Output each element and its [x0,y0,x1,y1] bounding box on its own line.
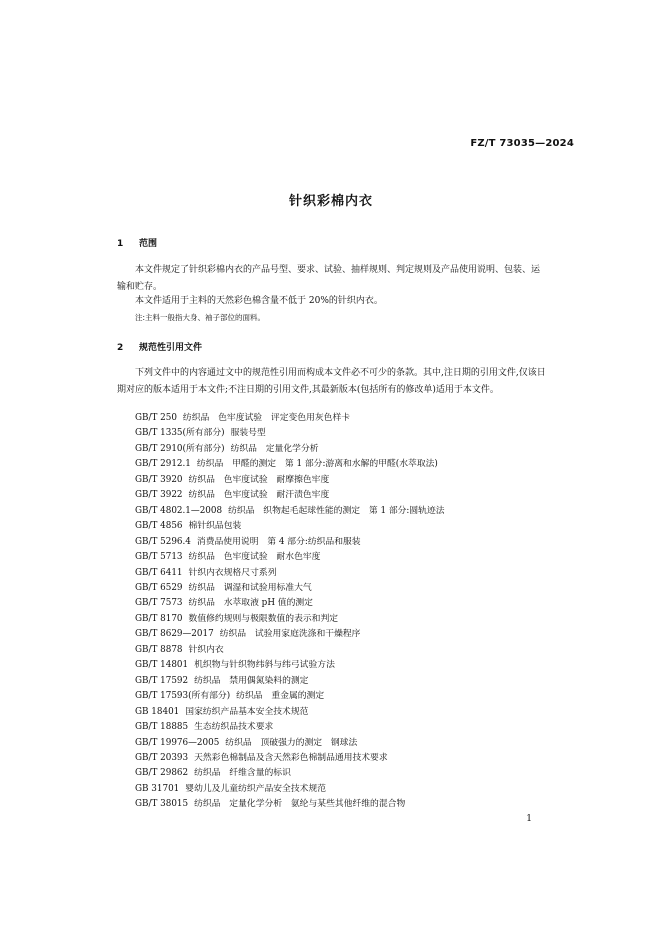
reference-item [135,658,445,673]
reference-title: 纺织品 顶破强力的测定 钢球法 [225,737,358,748]
reference-title: 纺织品 色牢度试验 评定变色用灰色样卡 [182,413,351,423]
reference-item [135,643,445,658]
reference-code: GB/T 4856 [135,521,183,532]
reference-title: 国家纺织产品基本安全技术规范 [185,706,309,717]
reference-code: GB/T 8629—2017 [135,629,214,640]
normative-references-list [135,411,445,813]
reference-title: 婴幼儿及儿童纺织产品安全技术规范 [185,783,327,794]
reference-title: 数值修约规则与极限数值的表示和判定 [188,613,339,624]
section-1-paragraph-2: 本文件适用于主料的天然彩色棉含量不低于 20%的针织内衣。 [135,296,383,306]
section-2-title: 规范性引用文件 [139,343,203,353]
reference-code: GB/T 3922 [135,490,183,501]
page-number: 1 [526,814,532,824]
reference-code: GB/T 2910(所有部分) [135,443,225,454]
reference-title: 纺织品 色牢度试验 耐汗渍色牢度 [188,490,330,501]
reference-title: 纺织品 禁用偶氮染料的测定 [194,675,309,686]
standard-code: FZ/T 73035—2024 [470,138,574,149]
reference-item [135,720,445,735]
reference-title: 服装号型 [230,428,266,439]
reference-code: GB/T 6411 [135,567,183,578]
reference-item [135,566,445,581]
reference-code: GB/T 20393 [135,752,189,763]
reference-item [135,411,445,426]
reference-item [135,736,445,751]
reference-code: GB/T 7573 [135,598,183,609]
reference-title: 机织物与针织物纬斜与纬弓试验方法 [194,660,335,671]
reference-item [135,519,445,534]
reference-title: 纺织品 甲醛的测定 第 1 部分:游离和水解的甲醛(水萃取法) [196,459,438,470]
reference-code: GB/T 38015 [135,799,189,810]
reference-item [135,473,445,488]
reference-title: 纺织品 织物起毛起球性能的测定 第 1 部分:圆轨迹法 [228,505,445,516]
reference-code: GB/T 29862 [135,768,189,779]
reference-code: GB 18401 [135,706,180,717]
reference-item [135,797,445,812]
reference-title: 棉针织品包装 [188,521,242,532]
reference-code: GB 31701 [135,783,180,794]
reference-title: 纺织品 试验用家庭洗涤和干燥程序 [219,629,361,640]
section-2-heading [117,340,202,353]
reference-item [135,550,445,565]
reference-item [135,689,445,704]
reference-title: 消费品使用说明 第 4 部分:纺织品和服装 [196,536,361,547]
reference-title: 纺织品 定量化学分析 [230,443,319,454]
section-1-heading [117,236,157,249]
reference-item [135,488,445,503]
reference-title: 生态纺织品技术要求 [194,722,274,733]
reference-code: GB/T 250 [135,413,177,423]
reference-item [135,535,445,550]
reference-code: GB/T 17592 [135,675,189,686]
reference-code: GB/T 4802.1—2008 [135,505,223,516]
reference-item [135,674,445,689]
reference-item [135,612,445,627]
reference-code: GB/T 14801 [135,660,189,671]
reference-item [135,504,445,519]
reference-title: 纺织品 重金属的测定 [236,691,325,702]
reference-title: 天然彩色棉制品及含天然彩色棉制品通用技术要求 [194,752,388,763]
reference-title: 针织内衣规格尺寸系列 [188,567,277,578]
reference-title: 纺织品 纤维含量的标识 [194,768,291,779]
reference-code: GB/T 1335(所有部分) [135,428,225,439]
reference-title: 针织内衣 [188,644,224,655]
reference-code: GB/T 19976—2005 [135,737,220,748]
reference-code: GB/T 17593(所有部分) [135,691,231,702]
reference-code: GB/T 8878 [135,644,183,655]
reference-item [135,627,445,642]
section-2-intro: 下列文件中的内容通过文中的规范性引用而构成本文件必不可少的条款。其中,注日期的引用文件,仅该日期对应的版本适用于本文件;不注日期的引用文件,其最新版本(包括所有的修改单)适用于本文件。 [117,368,546,395]
reference-item [135,705,445,720]
reference-code: GB/T 3920 [135,474,183,485]
section-1-title: 范围 [139,239,158,249]
reference-title: 纺织品 水萃取液 pH 值的测定 [188,598,313,609]
section-2-number: 2 [117,343,124,353]
reference-item [135,766,445,781]
reference-code: GB/T 5713 [135,552,183,563]
reference-item [135,457,445,472]
reference-code: GB/T 6529 [135,582,183,593]
reference-item [135,782,445,797]
section-1-number: 1 [117,239,124,249]
reference-code: GB/T 2912.1 [135,459,191,470]
section-1-paragraph-1: 本文件规定了针织彩棉内衣的产品号型、要求、试验、抽样规则、判定规则及产品使用说明、包装、运输和贮存。 [117,265,541,292]
reference-item [135,442,445,457]
reference-title: 纺织品 色牢度试验 耐水色牢度 [188,552,321,563]
reference-item [135,426,445,441]
reference-code: GB/T 8170 [135,613,183,624]
document-title: 针织彩棉内衣 [288,194,373,209]
reference-item [135,581,445,596]
reference-item [135,751,445,766]
reference-title: 纺织品 调湿和试验用标准大气 [188,582,312,593]
reference-title: 纺织品 色牢度试验 耐摩擦色牢度 [188,474,330,485]
reference-code: GB/T 5296.4 [135,536,191,547]
reference-code: GB/T 18885 [135,722,189,733]
reference-title: 纺织品 定量化学分析 氨纶与某些其他纤维的混合物 [194,799,406,810]
section-1-note: 注:主料一般指大身、袖子部位的面料。 [135,313,266,322]
reference-item [135,596,445,611]
